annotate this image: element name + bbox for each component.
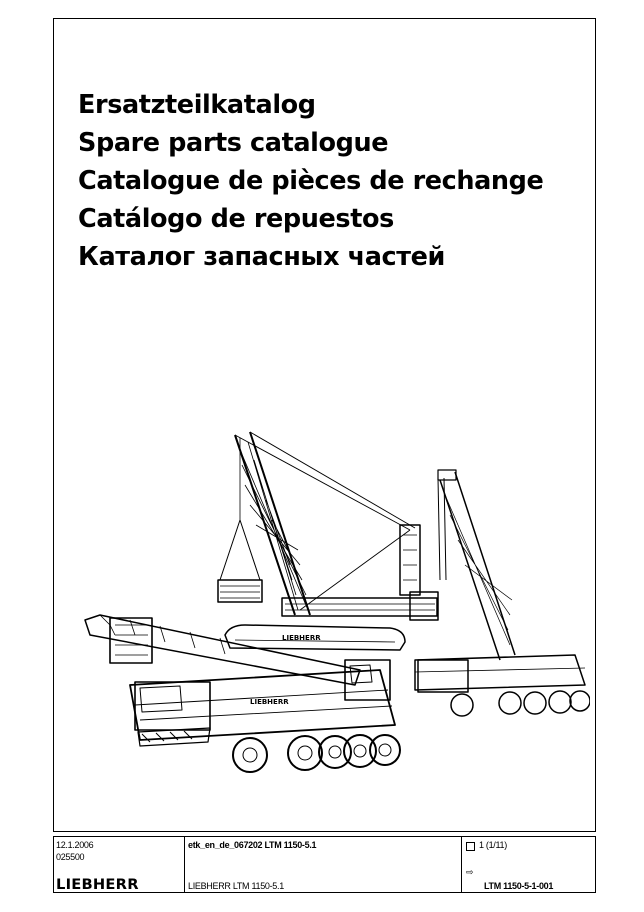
footer-number: 025500 (56, 852, 85, 862)
liebherr-logo: LIEBHERR (56, 877, 139, 893)
title-russian: Каталог запасных частей (78, 242, 445, 272)
title-french: Catalogue de pièces de rechange (78, 166, 544, 196)
footer-page-number: 1 (1/11) (479, 840, 507, 850)
footer-part-code: LTM 1150-5-1-001 (484, 881, 554, 891)
title-spanish: Catálogo de repuestos (78, 204, 394, 234)
footer-document-reference: etk_en_de_067202 LTM 1150-5.1 (188, 840, 317, 850)
crane-illustration (70, 420, 590, 790)
catalogue-title-list (78, 86, 543, 276)
front-truck-crane-drawing (85, 615, 400, 772)
title-block-footer (53, 836, 596, 893)
footer-divider-2 (461, 837, 462, 892)
title-english: Spare parts catalogue (78, 128, 389, 158)
boom-brand-label: LIEBHERR (282, 634, 321, 642)
right-truck-crane-drawing (415, 470, 590, 716)
lattice-crane-drawing (218, 432, 438, 650)
footer-date: 12.1.2006 (56, 840, 94, 850)
footer-divider-1 (184, 837, 185, 892)
footer-model: LIEBHERR LTM 1150-5.1 (188, 881, 284, 891)
footer-arrow-icon: ⇨ (466, 867, 474, 877)
title-german: Ersatzteilkatalog (78, 90, 316, 120)
page-checkbox-icon (466, 842, 475, 851)
carrier-brand-label: LIEBHERR (250, 698, 289, 706)
